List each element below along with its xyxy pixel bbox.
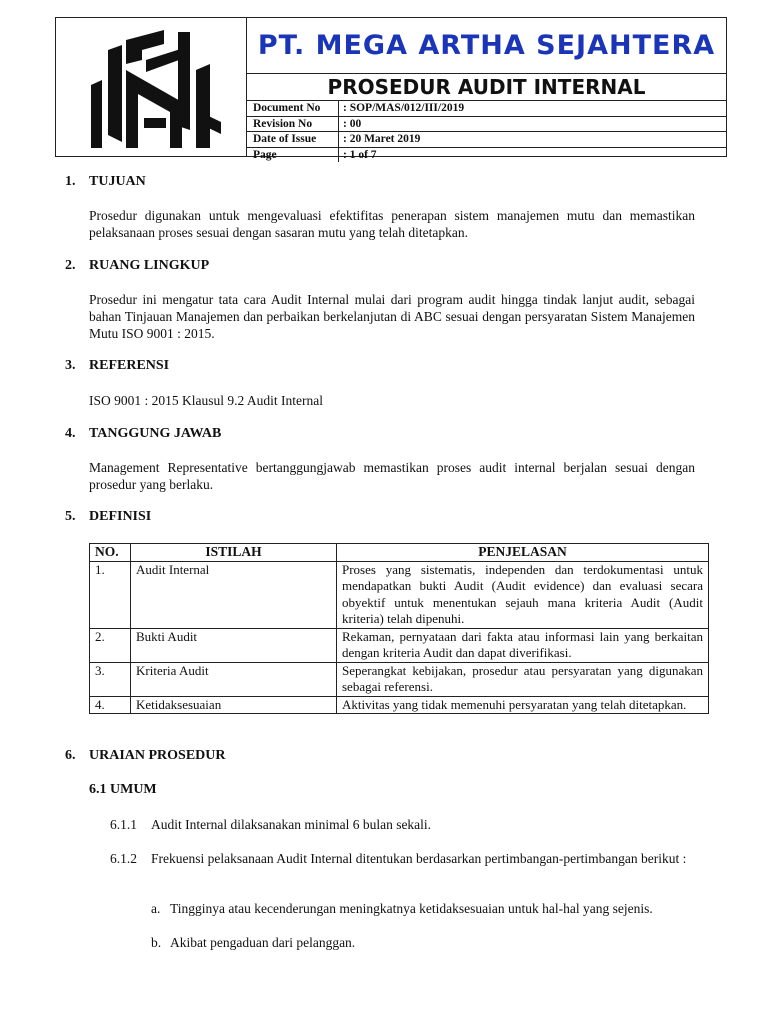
meta-key: Page bbox=[247, 148, 339, 163]
section-title: TUJUAN bbox=[89, 174, 146, 189]
cell-term: Audit Internal bbox=[131, 561, 337, 628]
cell-no: 2. bbox=[90, 628, 131, 662]
section-title: REFERENSI bbox=[89, 358, 170, 373]
section-text-ruang-lingkup: Prosedur ini mengatur tata cara Audit Internal mulai dari program audit hingga tindak lanjut audit, sebagai bahan Tinjauan Manajemen dan perbaikan berkelanjutan di ABC sesuai dengan persyaratan Sistem Manajemen Mutu ISO 9001 : 2015. bbox=[89, 292, 695, 341]
item-text: Frekuensi pelaksanaan Audit Internal ditentukan berdasarkan pertimbangan-pertimbangan berikut : bbox=[151, 851, 687, 866]
section-heading-referensi bbox=[65, 358, 169, 374]
meta-row-revision-no bbox=[247, 117, 726, 133]
table-header-row bbox=[90, 544, 709, 562]
section-number: 2. bbox=[65, 258, 76, 273]
procedure-item-6-1-2 bbox=[110, 850, 695, 867]
meta-row-page bbox=[247, 148, 726, 163]
meta-row-document-no bbox=[247, 101, 726, 117]
section-number: 3. bbox=[65, 358, 76, 373]
document-header bbox=[55, 17, 727, 161]
subsection-heading-umum: 6.1 UMUM bbox=[89, 782, 157, 797]
cell-desc: Seperangkat kebijakan, prosedur atau persyaratan yang digunakan sebagai referensi. bbox=[337, 662, 709, 696]
section-heading-definisi bbox=[65, 509, 151, 525]
document-meta-table bbox=[247, 101, 726, 162]
procedure-item-6-1-1 bbox=[110, 816, 695, 833]
list-text: Akibat pengaduan dari pelanggan. bbox=[170, 935, 356, 950]
meta-value: : 20 Maret 2019 bbox=[343, 133, 421, 145]
meta-key: Revision No bbox=[247, 117, 339, 132]
section-heading-tanggung-jawab bbox=[65, 426, 221, 442]
table-row bbox=[90, 628, 709, 662]
section-text-tujuan: Prosedur digunakan untuk mengevaluasi efektifitas penerapan sistem manajemen mutu dan memastikan pelaksanaan proses sesuai dengan sasaran mutu yang telah ditetapkan. bbox=[89, 208, 695, 240]
section-heading-ruang-lingkup bbox=[65, 258, 209, 274]
table-row bbox=[90, 662, 709, 696]
column-header-no: NO. bbox=[90, 544, 131, 562]
section-title: DEFINISI bbox=[89, 509, 152, 524]
cell-no: 3. bbox=[90, 662, 131, 696]
logo-cell bbox=[56, 18, 247, 156]
list-item-a bbox=[151, 900, 695, 917]
company-logo bbox=[86, 30, 221, 148]
cell-term: Bukti Audit bbox=[131, 628, 337, 662]
column-header-istilah: ISTILAH bbox=[131, 544, 337, 562]
cell-desc: Proses yang sistematis, independen dan terdokumentasi untuk mendapatkan bukti Audit (Audit evidence) dan evaluasi secara obyektif untuk menentukan sejauh mana kriteria Audit (Audit kriteria) telah dipenuhi. bbox=[337, 561, 709, 628]
column-header-penjelasan: PENJELASAN bbox=[337, 544, 709, 562]
section-text-referensi: ISO 9001 : 2015 Klausul 9.2 Audit Internal bbox=[89, 393, 323, 408]
meta-value: : 00 bbox=[343, 117, 362, 130]
company-name: PT. MEGA ARTHA SEJAHTERA bbox=[247, 18, 726, 74]
item-text: Audit Internal dilaksanakan minimal 6 bulan sekali. bbox=[151, 817, 432, 832]
item-number: 6.1.2 bbox=[110, 851, 137, 866]
cell-no: 1. bbox=[90, 561, 131, 628]
section-number: 5. bbox=[65, 509, 76, 524]
cell-term: Kriteria Audit bbox=[131, 662, 337, 696]
list-item-b bbox=[151, 934, 695, 951]
section-title: TANGGUNG JAWAB bbox=[89, 426, 222, 441]
section-heading-tujuan bbox=[65, 174, 146, 190]
document-title: PROSEDUR AUDIT INTERNAL bbox=[247, 74, 726, 101]
cell-no: 4. bbox=[90, 696, 131, 714]
section-title: RUANG LINGKUP bbox=[89, 258, 210, 273]
cell-desc: Rekaman, pernyataan dari fakta atau informasi lain yang berkaitan dengan kriteria Audit dan dapat diverifikasi. bbox=[337, 628, 709, 662]
meta-key: Date of Issue bbox=[247, 132, 339, 147]
meta-value: : 1 of 7 bbox=[343, 148, 377, 161]
definitions-table bbox=[89, 543, 709, 714]
table-row bbox=[90, 561, 709, 628]
meta-key: Document No bbox=[247, 101, 339, 116]
meta-row-date-of-issue bbox=[247, 132, 726, 148]
section-number: 1. bbox=[65, 174, 76, 189]
section-number: 4. bbox=[65, 426, 76, 441]
meta-value: : SOP/MAS/012/III/2019 bbox=[343, 102, 465, 114]
item-number: 6.1.1 bbox=[110, 817, 137, 832]
list-marker: a. bbox=[151, 901, 161, 916]
section-number: 6. bbox=[65, 748, 76, 763]
list-marker: b. bbox=[151, 935, 162, 950]
section-heading-uraian-prosedur bbox=[65, 748, 226, 764]
cell-desc: Aktivitas yang tidak memenuhi persyaratan yang telah ditetapkan. bbox=[337, 696, 709, 714]
list-text: Tingginya atau kecenderungan meningkatnya ketidaksesuaian untuk hal-hal yang sejenis. bbox=[170, 901, 653, 916]
table-row bbox=[90, 696, 709, 714]
section-title: URAIAN PROSEDUR bbox=[89, 748, 226, 763]
cell-term: Ketidaksesuaian bbox=[131, 696, 337, 714]
section-text-tanggung-jawab: Management Representative bertanggungjawab memastikan proses audit internal berjalan sesuai dengan prosedur yang berlaku. bbox=[89, 460, 695, 492]
